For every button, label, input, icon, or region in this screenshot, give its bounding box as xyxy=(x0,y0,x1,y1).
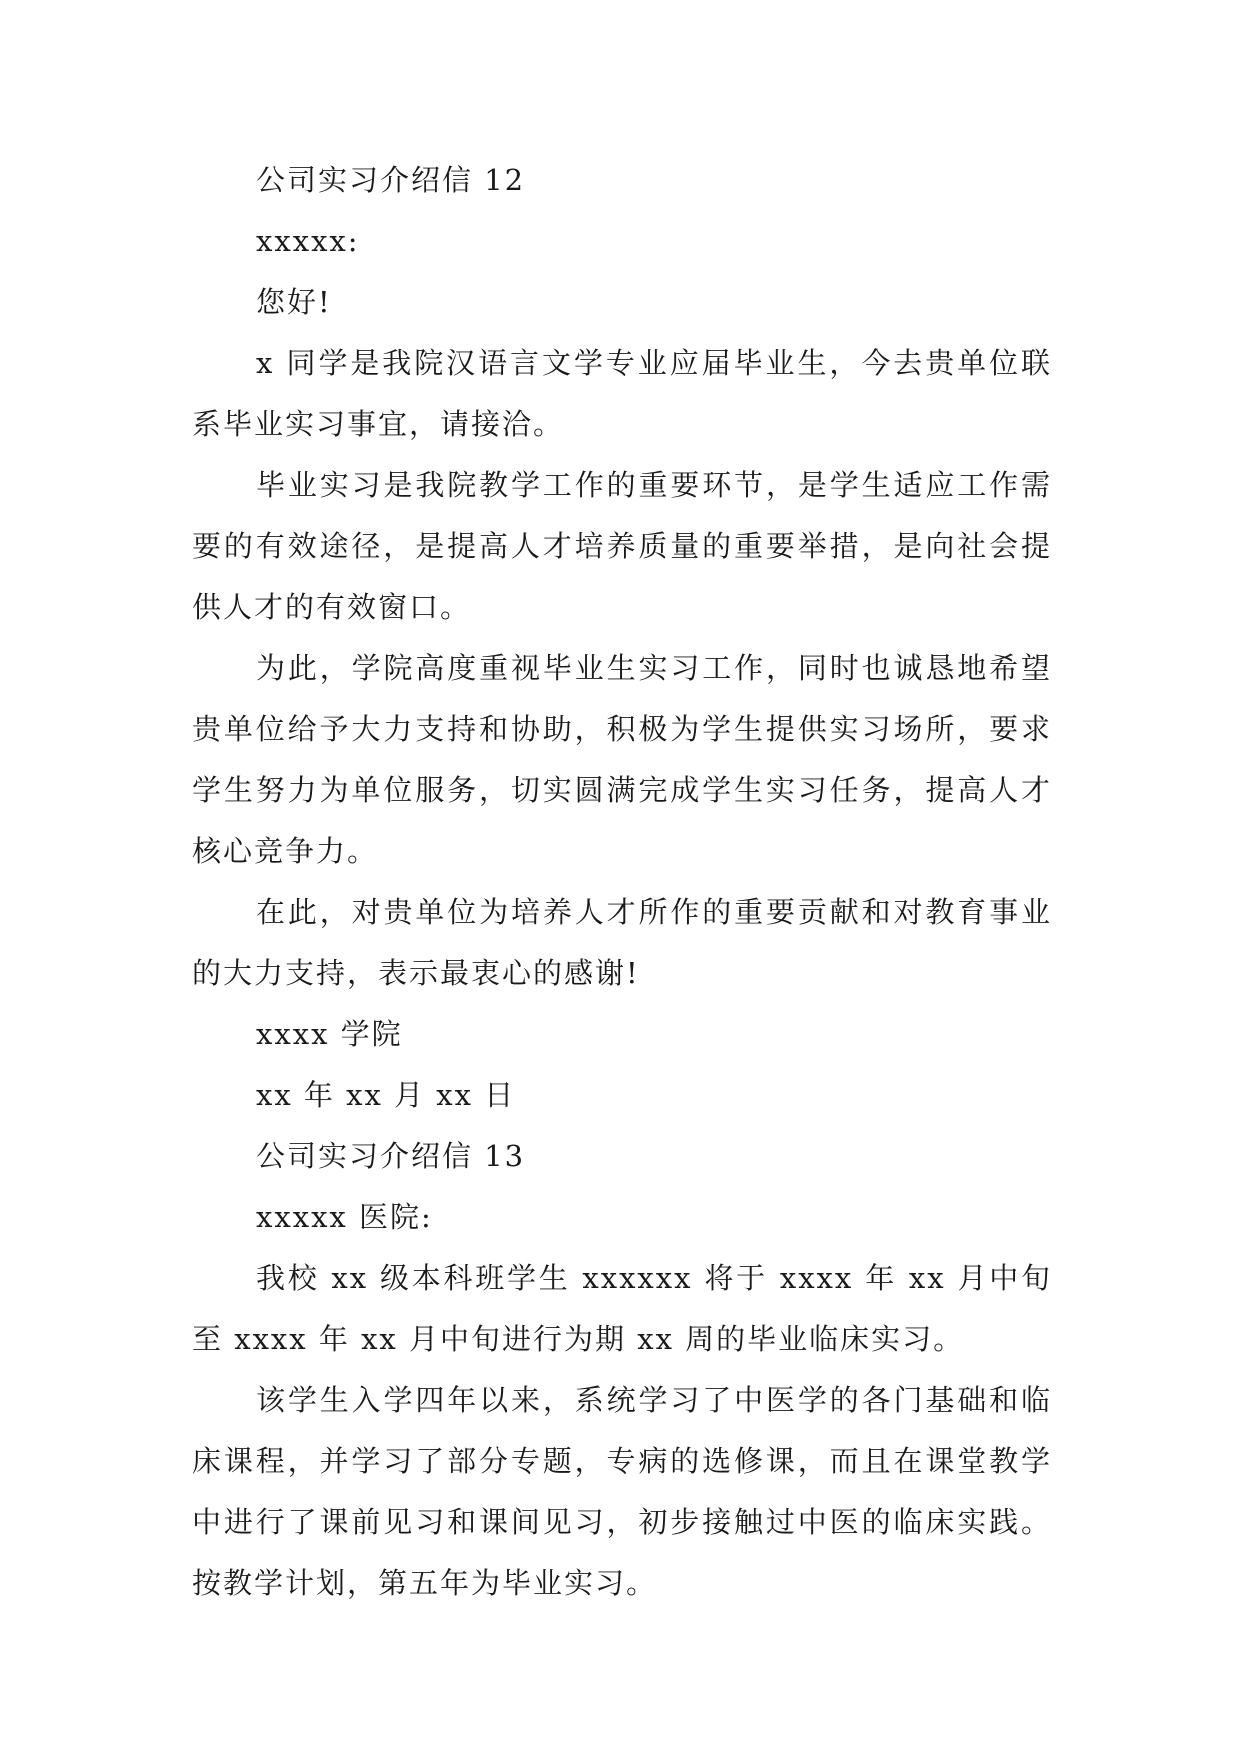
document-body xyxy=(192,150,1052,1614)
letter-13-paragraph-1: 我校 xx 级本科班学生 xxxxxx 将于 xxxx 年 xx 月中旬至 xxxx 年 xx 月中旬进行为期 xx 周的毕业临床实习。 xyxy=(192,1261,1052,1356)
letter-12-title: 公司实习介绍信 12 xyxy=(256,163,526,197)
letter-12-paragraph-4: 在此，对贵单位为培养人才所作的重要贡献和对教育事业的大力支持，表示最衷心的感谢! xyxy=(192,895,1052,990)
letter-12-paragraph-2: 毕业实习是我院教学工作的重要环节，是学生适应工作需要的有效途径，是提高人才培养质量的重要举措，是向社会提供人才的有效窗口。 xyxy=(192,468,1052,624)
letter-12-paragraph-1: x 同学是我院汉语言文学专业应届毕业生，今去贵单位联系毕业实习事宜，请接洽。 xyxy=(192,346,1052,441)
letter-12-paragraph-3: 为此，学院高度重视毕业生实习工作，同时也诚恳地希望贵单位给予大力支持和协助，积极为学生提供实习场所，要求学生努力为单位服务，切实圆满完成学生实习任务，提高人才核心竞争力。 xyxy=(192,651,1052,868)
letter-13-paragraph-2: 该学生入学四年以来，系统学习了中医学的各门基础和临床课程，并学习了部分专题，专病的选修课，而且在课堂教学中进行了课前见习和课间见习，初步接触过中医的临床实践。按教学计划，第五年为毕业实习。 xyxy=(192,1383,1052,1600)
letter-12-date: xx 年 xx 月 xx 日 xyxy=(256,1078,516,1112)
letter-12-greeting: 您好! xyxy=(256,285,332,319)
letter-13-salutation: xxxxx 医院: xyxy=(256,1200,433,1234)
letter-12-salutation: xxxxx: xyxy=(256,224,360,258)
letter-13-title: 公司实习介绍信 13 xyxy=(256,1139,526,1173)
letter-12-signature: xxxx 学院 xyxy=(256,1017,403,1051)
